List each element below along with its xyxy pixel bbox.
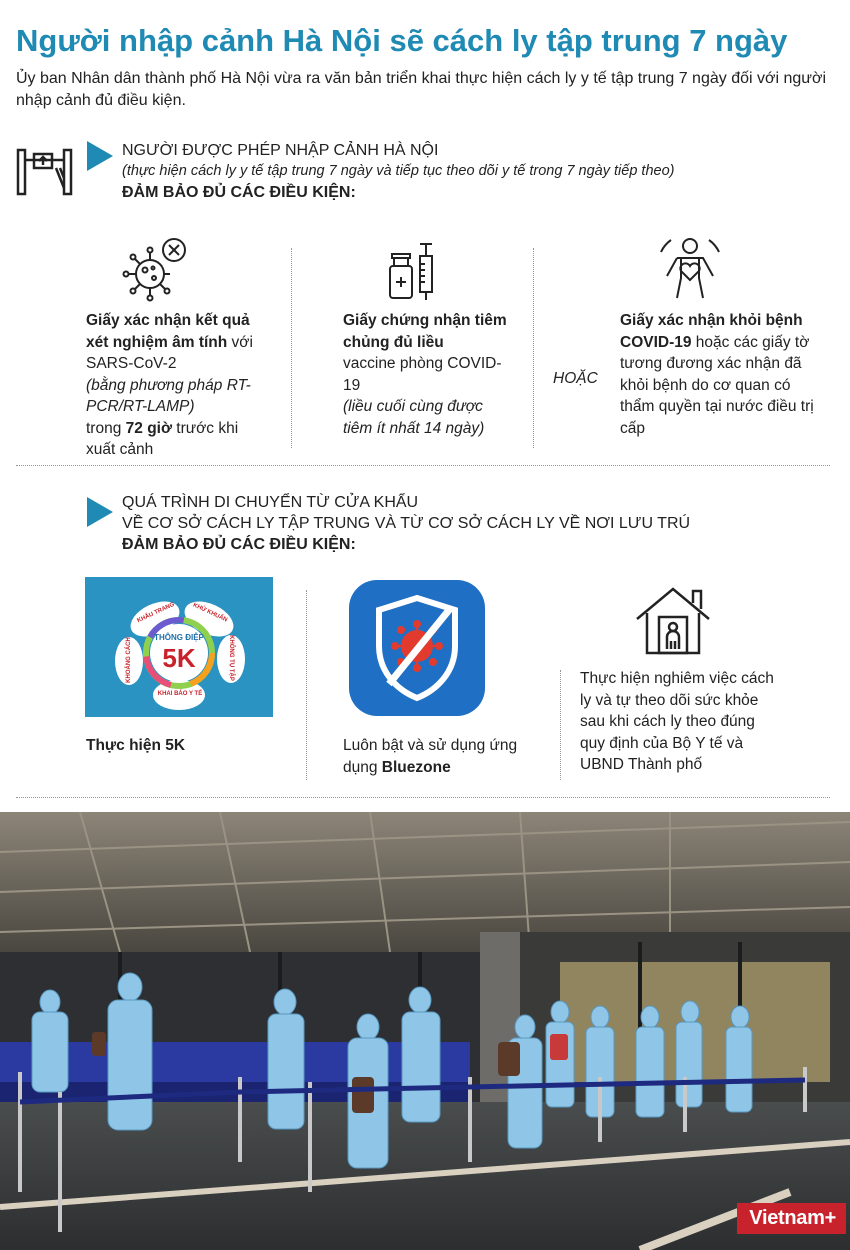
section1-col2-text (343, 310, 513, 439)
section2-divider-2 (560, 670, 561, 780)
section1-col1-text (86, 310, 261, 461)
col1-text1: với SARS-CoV-2 (86, 333, 253, 372)
col2-text1: vaccine phòng COVID-19 (343, 355, 502, 394)
fivek-center-big: 5K (162, 643, 196, 673)
section2-heading2: VỀ CƠ SỞ CÁCH LY TẬP TRUNG VÀ TỪ CƠ SỞ CÁCH LY VỀ NƠI LƯU TRÚ (122, 515, 691, 532)
col1-text3: trước khi xuất cảnh (86, 419, 239, 458)
fivek-message-image (85, 577, 273, 717)
section1-divider-1 (291, 248, 292, 448)
section1-heading: NGƯỜI ĐƯỢC PHÉP NHẬP CẢNH HÀ NỘI (122, 142, 439, 159)
fivek-petal-1: KHẨU TRANG (136, 601, 176, 625)
col1-text2: trong (86, 419, 126, 437)
fivek-center-top: THÔNG ĐIỆP (154, 633, 204, 642)
section2-col2-text (343, 735, 518, 778)
section1-divider-2 (533, 248, 534, 448)
section2-heading1: QUÁ TRÌNH DI CHUYỂN TỪ CỬA KHẨU (122, 494, 419, 511)
vietnamplus-logo: Vietnam+ (737, 1203, 846, 1234)
or-label: HOẶC (553, 370, 598, 387)
fivek-petal-3: KHÔNG TỤ TẬP (228, 635, 234, 681)
airport-arrival-photo (0, 812, 850, 1250)
section2-col1-text (86, 735, 266, 757)
s2-col3-text1: Thực hiện nghiêm việc cách ly và tự theo dõi sức khỏe sau khi cách ly theo đúng quy định của Bộ Y tế và UBND Thành phố (580, 670, 774, 773)
col1-bold2: 72 giờ (125, 419, 172, 437)
s2-col2-bold1: Bluezone (381, 758, 451, 776)
section2-header (122, 492, 690, 555)
s2-col1-bold1: Thực hiện 5K (86, 737, 186, 754)
section1-col3-text (620, 310, 825, 439)
bluezone-app-icon (349, 580, 485, 716)
section-divider-1 (16, 465, 830, 466)
recovered-person-icon (657, 236, 723, 302)
col1-bold1: Giấy xác nhận kết quả xét nghiệm âm tính (86, 312, 250, 351)
fivek-petal-5: KHOẢNG CÁCH (126, 637, 132, 683)
page-title: Người nhập cảnh Hà Nội sẽ cách ly tập trung 7 ngày (16, 23, 788, 58)
col3-bold1: Giấy xác nhận khỏi bệnh COVID-19 (620, 312, 803, 351)
section-divider-2 (16, 797, 830, 798)
section2-condition: ĐẢM BẢO ĐỦ CÁC ĐIỀU KIỆN: (122, 536, 356, 553)
section2-col3-text (580, 668, 780, 776)
section1-subheading: (thực hiện cách ly y tế tập trung 7 ngày và tiếp tục theo dõi y tế trong 7 ngày tiếp theo) (122, 163, 675, 179)
fivek-petal-4: KHAI BÁO Y TẾ (157, 691, 203, 697)
vaccine-icon (386, 240, 442, 302)
fivek-petal-2: KHỬ KHUẨN (191, 602, 229, 624)
section2-arrow-icon (87, 497, 113, 527)
section1-header (122, 140, 674, 203)
entry-gate-icon (16, 146, 74, 198)
intro-text: Ủy ban Nhân dân thành phố Hà Nội vừa ra văn bản triển khai thực hiện cách ly y tế tập trung 7 ngày đối với người nhập cảnh đủ điều kiện. (16, 70, 827, 109)
col1-italic1: (bằng phương pháp RT-PCR/RT-LAMP) (86, 376, 251, 415)
section1-condition: ĐẢM BẢO ĐỦ CÁC ĐIỀU KIỆN: (122, 184, 356, 201)
virus-test-icon (120, 236, 190, 302)
home-isolation-icon (633, 583, 713, 657)
section2-divider-1 (306, 590, 307, 780)
s2-col2-text1: Luôn bật và sử dụng ứng dụng (343, 737, 518, 776)
col2-italic1: (liều cuối cùng được tiêm ít nhất 14 ngày) (343, 398, 485, 437)
col3-text1: hoặc các giấy tờ tương đương xác nhận đã khỏi bệnh do cơ quan có thẩm quyền tại nước điều trị cấp (620, 333, 814, 437)
col2-bold1: Giấy chứng nhận tiêm chủng đủ liều (343, 312, 507, 351)
section1-arrow-icon (87, 141, 113, 171)
